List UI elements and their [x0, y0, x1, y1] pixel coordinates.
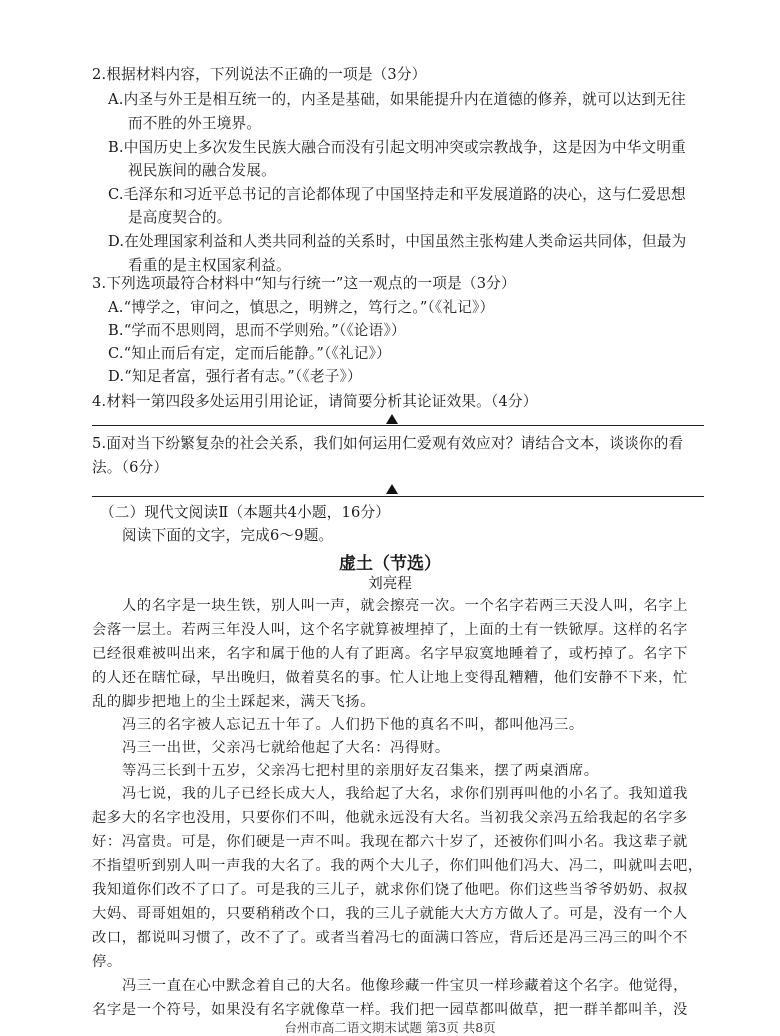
article-line: 停。 — [92, 954, 122, 970]
q2-option-c-line2: 是高度契合的。 — [128, 209, 232, 226]
answer-divider — [92, 496, 704, 497]
article-line: 不指望听到别人叫一声我的大名了。我的两个大儿子，你们叫他们冯大、冯二，叫就叫去吧， — [92, 858, 703, 874]
q3-option-a: A.“博学之，审问之，慎思之，明辨之，笃行之。”（《礼记》） — [108, 299, 495, 316]
article-line: 好：冯富贵。可是，你们硬是一声不叫。我现在都六十岁了，还被你们叫小名。我这辈子就 — [92, 834, 688, 850]
q5-stem-line1: 5.面对当下纷繁复杂的社会关系，我们如何运用仁爱观有效应对？请结合文本，谈谈你的看 — [92, 435, 684, 452]
q2-option-a-line1: A.内圣与外王是相互统一的，内圣是基础，如果能提升内在道德的修养，就可以达到无往 — [108, 91, 686, 108]
article-line: 等冯三长到十五岁，父亲冯七把村里的亲朋好友召集来，摆了两桌酒席。 — [122, 763, 599, 779]
page-footer: 台州市高二语文期末试题 第3页 共8页 — [284, 1020, 496, 1035]
q3-option-b: B.“学而不思则罔，思而不学则殆。”（《论语》） — [108, 322, 406, 339]
section-heading: （二）现代文阅读Ⅱ（本题共4小题，16分） — [100, 504, 391, 521]
article-line: 人的名字是一块生铁，别人叫一声，就会擦亮一次。一个名字若两三天没人叫，名字上 — [122, 598, 689, 614]
section-instruction: 阅读下面的文字，完成6～9题。 — [122, 527, 334, 544]
article-line: 改口，都说叫习惯了，改不了了。或者当着冯七的面满口答应，背后还是冯三冯三的叫个不 — [92, 930, 688, 946]
article-line: 乱的脚步把地上的尘土踩起来，满天飞扬。 — [92, 694, 376, 710]
q2-option-d-line1: D.在处理国家利益和人类共同利益的关系时，中国虽然主张构建人类命运共同体，但最为 — [108, 233, 687, 250]
article-title: 虚土（节选） — [339, 554, 441, 574]
article-line: 冯三一出世，父亲冯七就给他起了大名：冯得财。 — [122, 740, 450, 756]
q5-stem-line2: 法。（6分） — [92, 459, 169, 476]
answer-divider — [92, 425, 704, 426]
article-author: 刘亮程 — [368, 575, 412, 592]
q2-stem: 2.根据材料内容，下列说法不正确的一项是（3分） — [92, 66, 427, 83]
q2-option-b-line2: 视民族间的融合发展。 — [128, 162, 276, 179]
q4-stem: 4.材料一第四段多处运用引用论证，请简要分析其论证效果。（4分） — [92, 393, 538, 410]
article-line: 冯三的名字被人忘记五十年了。人们扔下他的真名不叫，都叫他冯三。 — [122, 717, 584, 733]
answer-area-marker-icon — [386, 414, 398, 424]
q2-option-d-line2: 看重的是主权国家利益。 — [128, 257, 291, 274]
q3-option-d: D.“知足者富，强行者有志。”（《老子》） — [108, 368, 362, 385]
article-line: 大妈、哥哥姐姐的，只要稍稍改个口，我的三儿子就能大大方方做人了。可是，没有一个人 — [92, 906, 688, 922]
article-line: 会落一层土。若两三年没人叫，这个名字就算被埋掉了，上面的土有一铁锨厚。这样的名字 — [92, 622, 688, 638]
answer-area-marker-icon — [386, 484, 398, 494]
article-line: 名字是一个符号，如果没有名字就像草一样。我们把一园草都叫做草，把一群羊都叫羊，没 — [92, 1002, 688, 1018]
article-line: 的人还在瞎忙碌，早出晚归，做着莫名的事。忙人让地上变得乱糟糟，他们安静不下来，忙 — [92, 670, 688, 686]
q3-option-c: C.“知止而后有定，定而后能静。”（《礼记》） — [108, 345, 391, 362]
article-line: 冯七说，我的儿子已经长成大人，我给起了大名，求你们别再叫他的小名了。我知道我 — [122, 786, 689, 802]
q2-option-a-line2: 而不胜的外王境界。 — [128, 115, 262, 132]
article-line: 冯三一直在心中默念着自己的大名。他像珍藏一件宝贝一样珍藏着这个名字。他觉得， — [122, 978, 689, 994]
q2-option-c-line1: C.毛泽东和习近平总书记的言论都体现了中国坚持走和平发展道路的决心，这与仁爱思想 — [108, 186, 686, 203]
q2-option-b-line1: B.中国历史上多次发生民族大融合而没有引起文明冲突或宗教战争，这是因为中华文明重 — [108, 139, 686, 156]
q3-stem: 3.下列选项最符合材料中“知与行统一”这一观点的一项是（3分） — [92, 275, 516, 292]
article-line: 已经很难被叫出来，名字和属于他的人有了距离。名字早寂寞地睡着了，或朽掉了。名字下 — [92, 646, 688, 662]
article-line: 起多大的名字也没用，只要你们不叫，他就永远没有大名。当初我父亲冯五给我起的名字多 — [92, 810, 688, 826]
article-line: 我知道你们改不了口了。可是我的三儿子，就求你们饶了他吧。你们这些当爷爷奶奶、叔叔 — [92, 882, 688, 898]
